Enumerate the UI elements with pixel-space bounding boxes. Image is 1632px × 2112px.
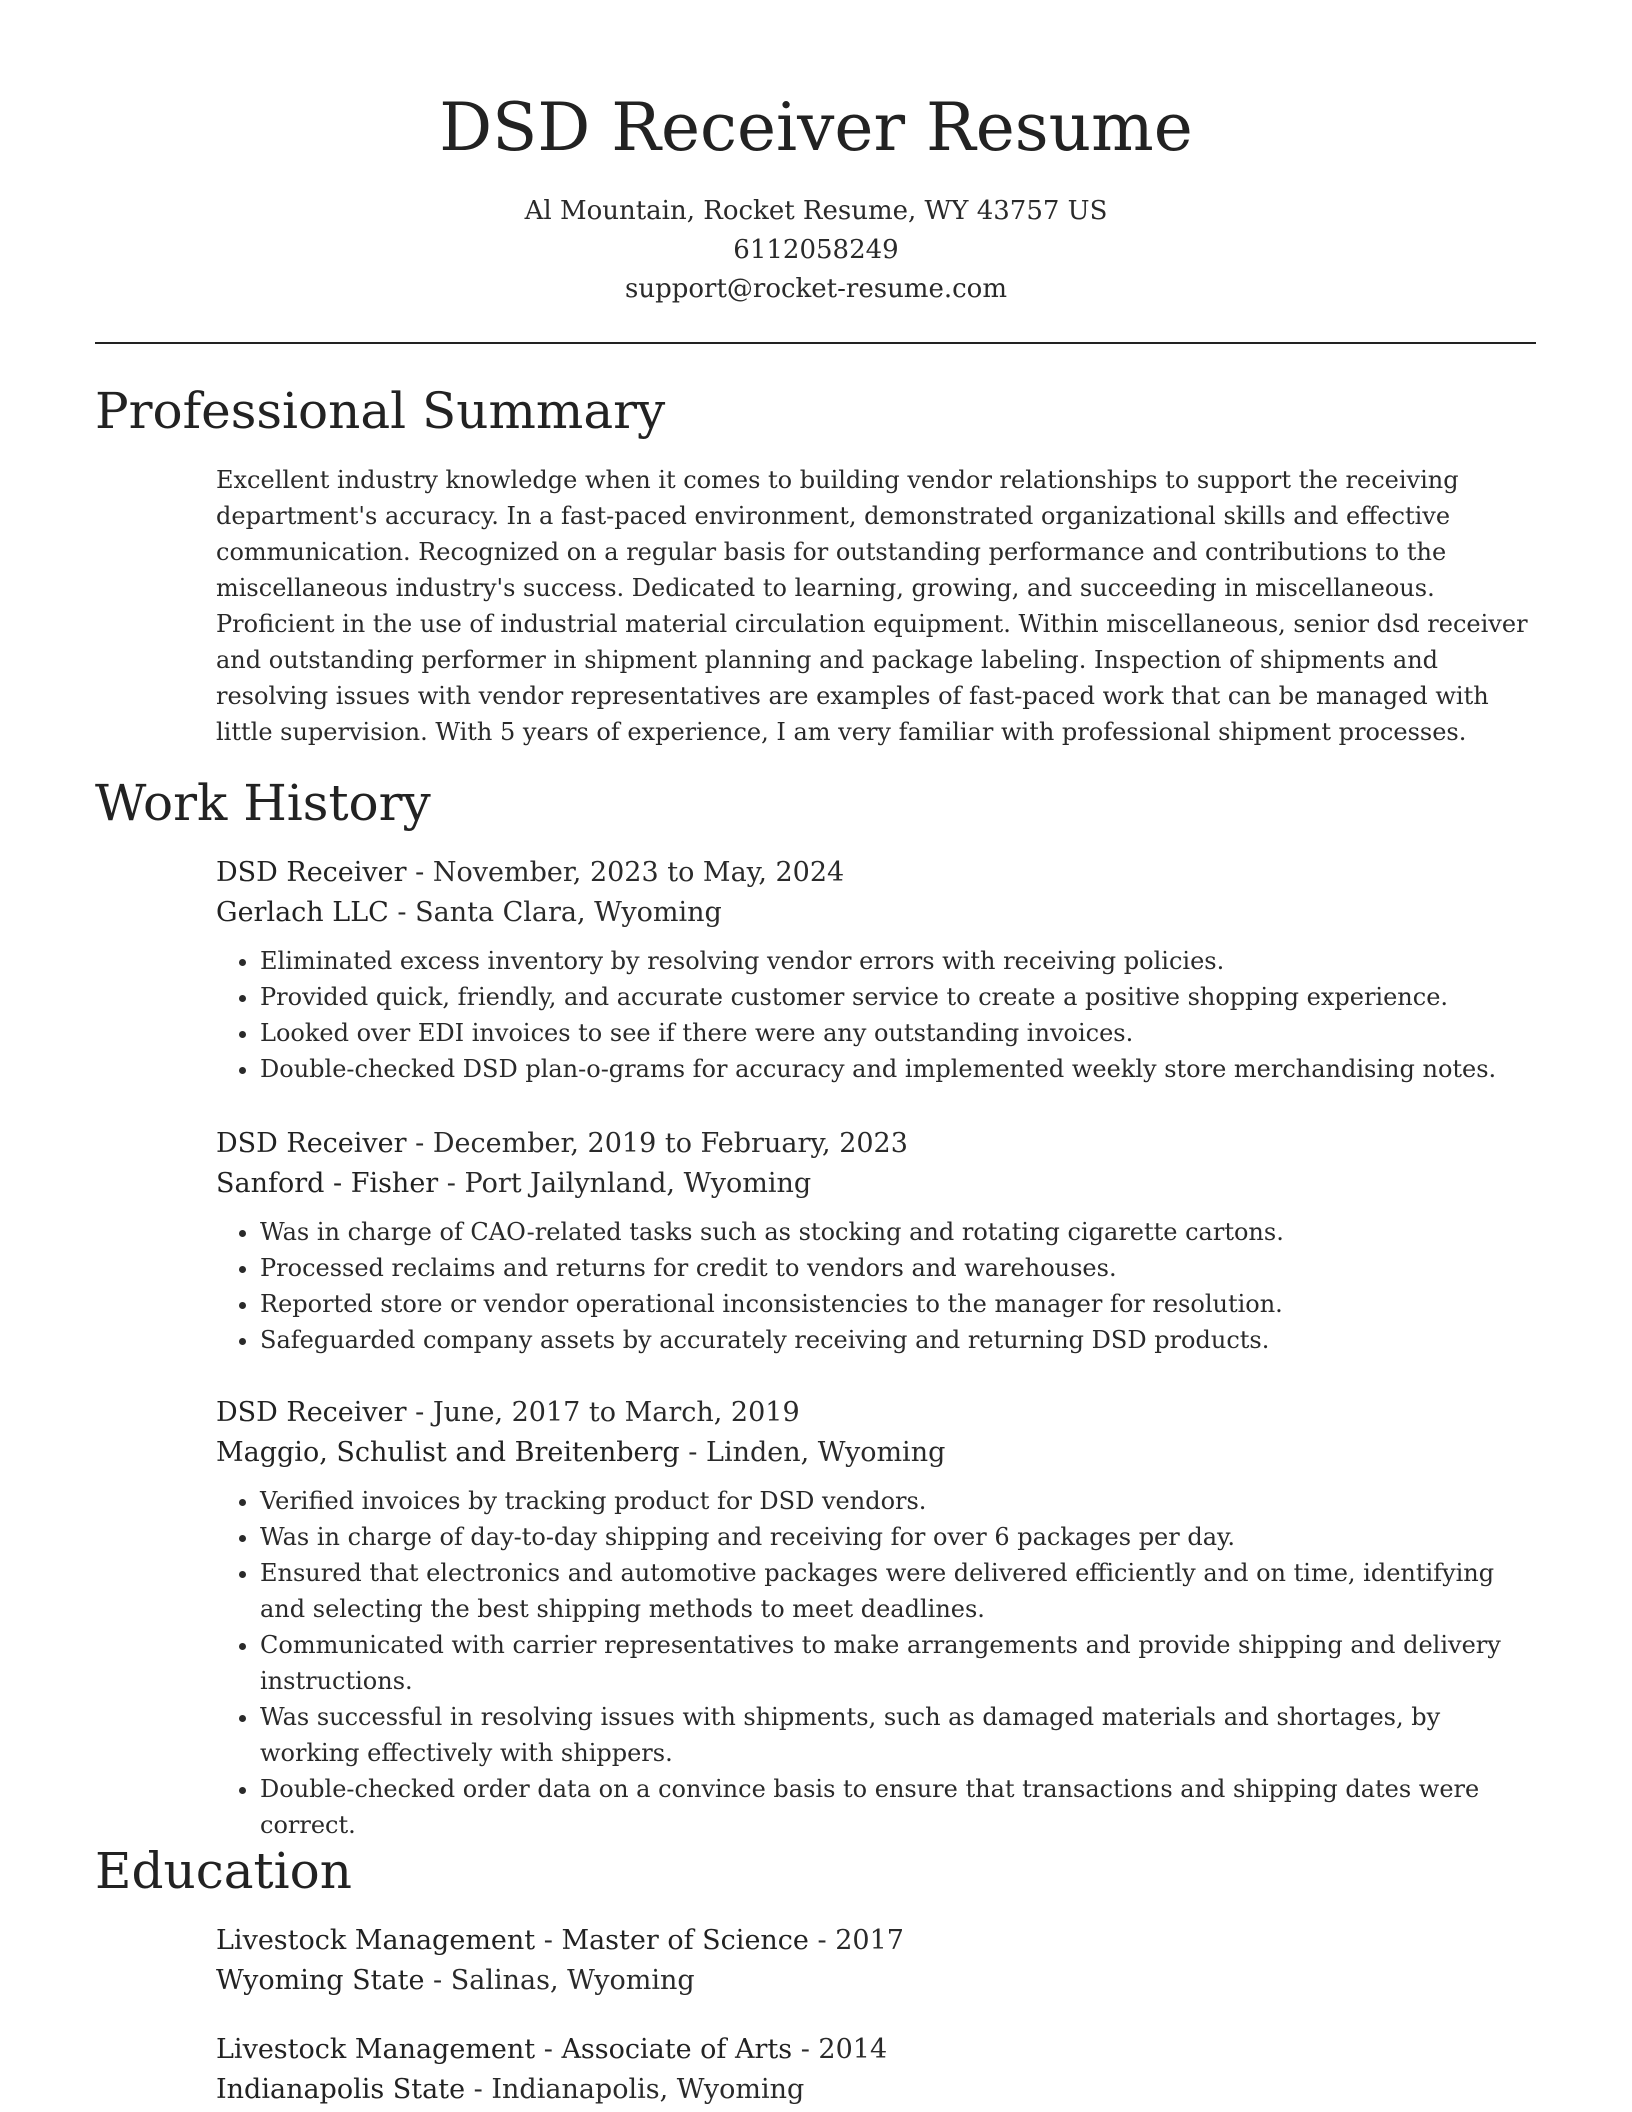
job-title-line: DSD Receiver - December, 2019 to February, 2023 (216, 1128, 908, 1159)
education-degree-line: Livestock Management - Associate of Arts - 2014 (216, 2034, 888, 2065)
education-location: Salinas, Wyoming (450, 1965, 695, 1996)
job-bullet: • Was in charge of day-to-day shipping and receiving for over 6 packages per day. (260, 1519, 1541, 1555)
job-company: Gerlach LLC (216, 897, 389, 928)
job-company-line: Gerlach LLC - Santa Clara, Wyoming (216, 897, 722, 928)
resume-header (0, 0, 1632, 309)
job-title: DSD Receiver (216, 1128, 407, 1159)
job-bullet: • Reported store or vendor operational inconsistencies to the manager for resolution. (260, 1286, 1541, 1322)
education-degree-line: Livestock Management - Master of Science - 2017 (216, 1925, 904, 1956)
education-school: Indianapolis State (216, 2074, 466, 2105)
education-degree: Master of Science (561, 1925, 809, 1956)
education-degree: Associate of Arts (561, 2034, 793, 2065)
job-bullet: • Provided quick, friendly, and accurate customer service to create a positive shopping experience. (260, 979, 1541, 1015)
work-history-heading: Work History (95, 774, 431, 832)
job-company: Maggio, Schulist and Breitenberg (216, 1437, 680, 1468)
job-company-line: Sanford - Fisher - Port Jailynland, Wyoming (216, 1168, 812, 1199)
job-bullets (216, 1214, 1541, 1358)
education-school-line: Wyoming State - Salinas, Wyoming (216, 1965, 695, 1996)
job-dates: June, 2017 to March, 2019 (432, 1397, 800, 1428)
job-bullet: • Communicated with carrier representatives to make arrangements and provide shipping and delivery instructions. (260, 1627, 1541, 1699)
job-bullet: • Double-checked DSD plan-o-grams for accuracy and implemented weekly store merchandising notes. (260, 1051, 1541, 1087)
education-year: 2014 (818, 2034, 888, 2065)
job-bullets (216, 943, 1541, 1087)
job-bullet: • Double-checked order data on a convince basis to ensure that transactions and shipping dates were correct. (260, 1771, 1541, 1843)
job-dates: November, 2023 to May, 2024 (432, 857, 845, 888)
education-heading: Education (95, 1842, 352, 1900)
contact-email: support@rocket-resume.com (624, 274, 1007, 304)
education-year: 2017 (835, 1925, 904, 1956)
education-school-line: Indianapolis State - Indianapolis, Wyoming (216, 2074, 805, 2105)
job-title-line: DSD Receiver - November, 2023 to May, 2024 (216, 857, 845, 888)
job-bullet: • Looked over EDI invoices to see if there were any outstanding invoices. (260, 1015, 1541, 1051)
contact-info (0, 192, 1632, 309)
job-bullet: • Ensured that electronics and automotive packages were delivered efficiently and on time, identifying and selecting the best shipping methods to meet deadlines. (260, 1555, 1541, 1627)
job-company: Sanford - Fisher (216, 1168, 439, 1199)
job-title-line: DSD Receiver - June, 2017 to March, 2019 (216, 1397, 800, 1428)
job-bullet: • Was in charge of CAO-related tasks such as stocking and rotating cigarette cartons. (260, 1214, 1541, 1250)
resume-title: DSD Receiver Resume (439, 89, 1193, 166)
education-entry (216, 1921, 1541, 2001)
job-bullet: • Safeguarded company assets by accurately receiving and returning DSD products. (260, 1322, 1541, 1358)
education-location: Indianapolis, Wyoming (491, 2074, 805, 2105)
summary-heading: Professional Summary (95, 382, 666, 440)
job-bullets (216, 1483, 1541, 1843)
job-bullet: • Eliminated excess inventory by resolving vendor errors with receiving policies. (260, 943, 1541, 979)
job-entry (216, 1124, 1541, 1358)
job-entry (216, 853, 1541, 1087)
job-bullet: • Processed reclaims and returns for credit to vendors and warehouses. (260, 1250, 1541, 1286)
job-bullet: • Verified invoices by tracking product for DSD vendors. (260, 1483, 1541, 1519)
contact-address: Al Mountain, Rocket Resume, WY 43757 US (524, 196, 1108, 226)
job-bullet: • Was successful in resolving issues with shipments, such as damaged materials and shortages, by working effectively with shippers. (260, 1699, 1541, 1771)
education-school: Wyoming State (216, 1965, 425, 1996)
job-location: Santa Clara, Wyoming (415, 897, 722, 928)
job-company-line: Maggio, Schulist and Breitenberg - Linden, Wyoming (216, 1437, 946, 1468)
job-location: Linden, Wyoming (706, 1437, 946, 1468)
job-title: DSD Receiver (216, 1397, 407, 1428)
summary-text: Excellent industry knowledge when it comes to building vendor relationships to support the receiving department's accuracy. In a fast-paced environment, demonstrated organizational skills and effective communication. Recognized on a regular basis for outstanding performance and contributions to the miscellaneous industry's success. Dedicated to learning, growing, and succeeding in miscellaneous. Proficient in the use of industrial material circulation equipment. Within miscellaneous, senior dsd receiver and outstanding performer in shipment planning and package labeling. Inspection of shipments and resolving issues with vendor representatives are examples of fast-paced work that can be managed with little supervision. With 5 years of experience, I am very familiar with professional shipment processes. (216, 466, 1528, 746)
education-field: Livestock Management (216, 2034, 536, 2065)
education-field: Livestock Management (216, 1925, 536, 1956)
education-entry (216, 2030, 1541, 2110)
header-divider (95, 342, 1536, 344)
job-dates: December, 2019 to February, 2023 (432, 1128, 908, 1159)
job-location: Port Jailynland, Wyoming (464, 1168, 812, 1199)
job-title: DSD Receiver (216, 857, 407, 888)
contact-phone: 6112058249 (733, 235, 899, 265)
job-entry (216, 1393, 1541, 1843)
